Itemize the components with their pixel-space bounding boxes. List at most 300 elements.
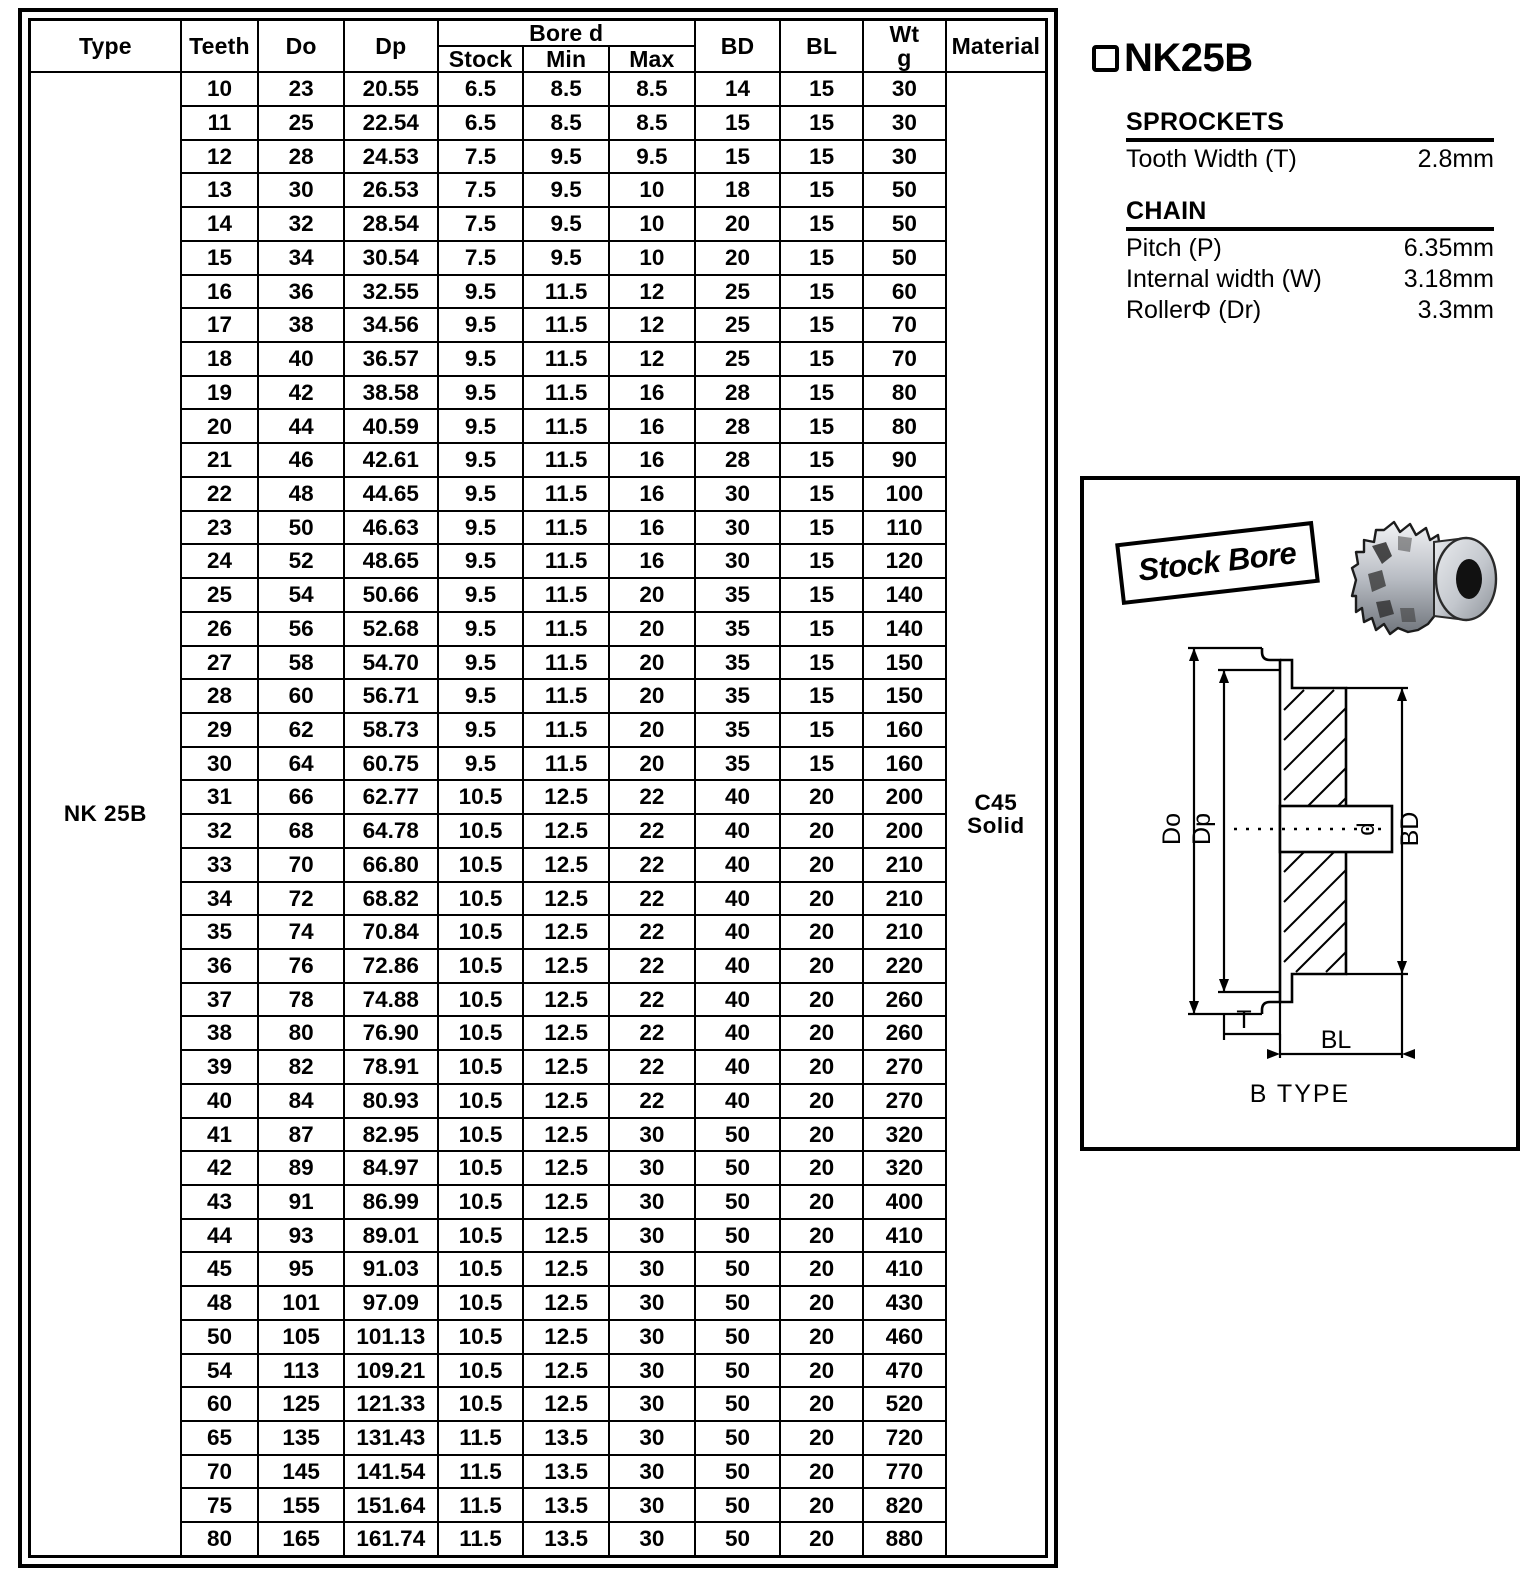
cell-do: 32 [258,207,344,241]
spec-label: Internal width (W) [1126,265,1322,293]
cell-teeth: 26 [181,612,259,646]
cell-do: 135 [258,1421,344,1455]
cell-bl: 20 [780,1421,863,1455]
table-row [30,173,1047,207]
cell-dp: 40.59 [344,409,438,443]
cell-bd: 50 [695,1455,781,1489]
cell-teeth: 80 [181,1522,259,1556]
cell-min: 12.5 [523,1320,609,1354]
cell-min: 11.5 [523,578,609,612]
cell-bd: 35 [695,578,781,612]
cell-min: 13.5 [523,1421,609,1455]
cell-dp: 151.64 [344,1488,438,1522]
cell-max: 16 [609,376,695,410]
cell-bd: 28 [695,409,781,443]
cell-stock: 9.5 [438,578,524,612]
cell-stock: 10.5 [438,1320,524,1354]
cell-do: 78 [258,983,344,1017]
cell-dp: 86.99 [344,1185,438,1219]
cell-do: 38 [258,308,344,342]
cell-bd: 50 [695,1118,781,1152]
cell-bd: 50 [695,1387,781,1421]
cell-stock: 10.5 [438,814,524,848]
cell-max: 20 [609,679,695,713]
cell-dp: 42.61 [344,443,438,477]
cell-wt-g: 90 [863,443,946,477]
cell-wt-g: 460 [863,1320,946,1354]
cell-wt-g: 260 [863,983,946,1017]
cell-bd: 50 [695,1421,781,1455]
cell-max: 22 [609,949,695,983]
cell-min: 8.5 [523,106,609,140]
cell-bd: 50 [695,1488,781,1522]
cell-wt-g: 80 [863,409,946,443]
cell-wt-g: 110 [863,511,946,545]
cell-bl: 15 [780,72,863,106]
table-row [30,1421,1047,1455]
cell-teeth: 22 [181,477,259,511]
table-row [30,1084,1047,1118]
cell-dp: 101.13 [344,1320,438,1354]
cell-stock: 10.5 [438,983,524,1017]
table-row [30,443,1047,477]
cell-stock: 9.5 [438,409,524,443]
cell-min: 11.5 [523,679,609,713]
cell-dp: 54.70 [344,646,438,680]
cell-bl: 20 [780,1219,863,1253]
cell-dp: 44.65 [344,477,438,511]
cell-bd: 40 [695,780,781,814]
cell-dp: 22.54 [344,106,438,140]
cell-min: 12.5 [523,1050,609,1084]
cell-stock: 9.5 [438,544,524,578]
cell-teeth: 12 [181,140,259,174]
cell-max: 8.5 [609,106,695,140]
cell-wt-g: 200 [863,814,946,848]
cell-teeth: 16 [181,275,259,309]
cell-do: 48 [258,477,344,511]
cell-stock: 11.5 [438,1522,524,1556]
spec-row-pitch [1126,233,1494,264]
header-type: Type [30,20,181,73]
cell-bd: 25 [695,308,781,342]
cell-dp: 38.58 [344,376,438,410]
cell-dp: 131.43 [344,1421,438,1455]
cell-dp: 78.91 [344,1050,438,1084]
cell-type: NK 25B [30,72,181,1556]
cell-wt-g: 140 [863,578,946,612]
cell-do: 80 [258,1016,344,1050]
cell-do: 91 [258,1185,344,1219]
cell-bl: 20 [780,1488,863,1522]
cell-min: 12.5 [523,1016,609,1050]
cell-wt-g: 70 [863,308,946,342]
cell-bl: 15 [780,207,863,241]
spec-label: Tooth Width (T) [1126,145,1297,173]
table-body [30,72,1047,1556]
sprockets-heading: SPROCKETS [1126,108,1494,142]
cell-teeth: 29 [181,713,259,747]
cell-dp: 58.73 [344,713,438,747]
cell-wt-g: 200 [863,780,946,814]
cell-wt-g: 210 [863,882,946,916]
cell-bd: 14 [695,72,781,106]
cell-stock: 9.5 [438,511,524,545]
cell-max: 12 [609,342,695,376]
cell-bd: 25 [695,275,781,309]
cell-min: 11.5 [523,376,609,410]
cell-bd: 50 [695,1286,781,1320]
cell-bl: 15 [780,308,863,342]
cell-max: 30 [609,1354,695,1388]
cell-bd: 40 [695,1016,781,1050]
cell-dp: 74.88 [344,983,438,1017]
cell-do: 101 [258,1286,344,1320]
cell-wt-g: 820 [863,1488,946,1522]
cell-wt-g: 50 [863,241,946,275]
cell-do: 66 [258,780,344,814]
diagram-box [1080,476,1520,1151]
table-row [30,1219,1047,1253]
cell-max: 16 [609,511,695,545]
table-row [30,646,1047,680]
label-bd: BD [1396,811,1424,847]
cell-stock: 6.5 [438,106,524,140]
cell-teeth: 32 [181,814,259,848]
cell-bd: 15 [695,106,781,140]
cell-stock: 10.5 [438,1185,524,1219]
cell-bl: 20 [780,1387,863,1421]
cell-do: 87 [258,1118,344,1152]
header-bl: BL [780,20,863,73]
cell-bd: 35 [695,679,781,713]
table-row [30,409,1047,443]
cell-min: 12.5 [523,1084,609,1118]
spec-value: 6.35mm [1403,234,1494,262]
cell-stock: 9.5 [438,477,524,511]
table-row [30,308,1047,342]
cell-wt-g: 150 [863,646,946,680]
cell-bd: 50 [695,1354,781,1388]
cell-dp: 20.55 [344,72,438,106]
cell-bl: 20 [780,1185,863,1219]
cell-teeth: 21 [181,443,259,477]
table-row [30,544,1047,578]
cell-stock: 10.5 [438,848,524,882]
cell-dp: 66.80 [344,848,438,882]
header-material: Material [946,20,1047,73]
cell-dp: 121.33 [344,1387,438,1421]
cell-max: 30 [609,1421,695,1455]
cell-dp: 97.09 [344,1286,438,1320]
cell-max: 20 [609,578,695,612]
table-row [30,72,1047,106]
cell-max: 22 [609,1050,695,1084]
cell-do: 82 [258,1050,344,1084]
cell-stock: 10.5 [438,1252,524,1286]
cell-do: 60 [258,679,344,713]
cell-stock: 10.5 [438,1354,524,1388]
cell-dp: 36.57 [344,342,438,376]
table-row [30,106,1047,140]
cell-bd: 18 [695,173,781,207]
table-row [30,882,1047,916]
table-row [30,814,1047,848]
cell-max: 12 [609,308,695,342]
cell-min: 11.5 [523,342,609,376]
cell-dp: 84.97 [344,1151,438,1185]
header-bore-stock: Stock [438,46,524,72]
cell-max: 9.5 [609,140,695,174]
cell-min: 12.5 [523,915,609,949]
table-row [30,1455,1047,1489]
cell-bd: 40 [695,983,781,1017]
cell-wt-g: 30 [863,106,946,140]
cell-max: 30 [609,1219,695,1253]
cell-bd: 40 [695,814,781,848]
cell-do: 89 [258,1151,344,1185]
cell-teeth: 24 [181,544,259,578]
table-row [30,376,1047,410]
cell-bl: 20 [780,1118,863,1152]
cell-teeth: 37 [181,983,259,1017]
label-bl: BL [1320,1026,1352,1054]
spec-table-frame [18,8,1058,1568]
cell-do: 93 [258,1219,344,1253]
table-row [30,1050,1047,1084]
cell-do: 23 [258,72,344,106]
cell-min: 12.5 [523,780,609,814]
table-row [30,275,1047,309]
cell-wt-g: 410 [863,1252,946,1286]
cell-bl: 15 [780,713,863,747]
cell-bd: 40 [695,949,781,983]
sprocket-photo [1342,508,1502,648]
cell-bl: 20 [780,1252,863,1286]
cell-do: 44 [258,409,344,443]
cell-stock: 10.5 [438,949,524,983]
specification-blocks [1126,108,1494,348]
cell-dp: 52.68 [344,612,438,646]
cell-max: 16 [609,544,695,578]
cell-min: 9.5 [523,241,609,275]
cell-bd: 50 [695,1219,781,1253]
cell-wt-g: 470 [863,1354,946,1388]
cell-min: 11.5 [523,477,609,511]
cell-max: 30 [609,1455,695,1489]
cell-stock: 10.5 [438,1387,524,1421]
cell-stock: 9.5 [438,308,524,342]
header-bore-max: Max [609,46,695,72]
cell-bd: 50 [695,1185,781,1219]
cell-max: 22 [609,915,695,949]
cell-min: 11.5 [523,511,609,545]
cell-min: 12.5 [523,882,609,916]
cell-teeth: 60 [181,1387,259,1421]
cell-wt-g: 160 [863,747,946,781]
cell-do: 28 [258,140,344,174]
cell-bd: 50 [695,1151,781,1185]
cell-teeth: 23 [181,511,259,545]
cell-min: 13.5 [523,1488,609,1522]
cell-max: 20 [609,713,695,747]
table-row [30,1016,1047,1050]
cell-bl: 15 [780,241,863,275]
table-row [30,612,1047,646]
table-row [30,1488,1047,1522]
cell-bd: 40 [695,1050,781,1084]
cell-dp: 161.74 [344,1522,438,1556]
cell-teeth: 30 [181,747,259,781]
cell-wt-g: 770 [863,1455,946,1489]
spec-row-internal-width [1126,264,1494,295]
cell-wt-g: 210 [863,915,946,949]
cell-min: 11.5 [523,308,609,342]
cell-do: 30 [258,173,344,207]
table-row [30,1118,1047,1152]
spec-value: 2.8mm [1417,145,1494,173]
cell-min: 12.5 [523,1252,609,1286]
cell-wt-g: 270 [863,1084,946,1118]
cell-min: 12.5 [523,1387,609,1421]
cell-teeth: 75 [181,1488,259,1522]
table-row [30,747,1047,781]
cell-bl: 15 [780,106,863,140]
spec-value: 3.18mm [1403,265,1494,293]
technical-cross-section [1084,630,1520,1060]
label-do: Do [1158,813,1186,845]
cell-stock: 9.5 [438,443,524,477]
cell-wt-g: 160 [863,713,946,747]
cell-max: 16 [609,477,695,511]
sprocket-hub [1434,538,1496,620]
cell-max: 10 [609,241,695,275]
cell-stock: 7.5 [438,173,524,207]
cell-wt-g: 30 [863,140,946,174]
cell-max: 8.5 [609,72,695,106]
cell-bl: 20 [780,1354,863,1388]
chain-spec-group [1126,197,1494,326]
cell-dp: 68.82 [344,882,438,916]
table-row [30,679,1047,713]
square-bullet-icon [1092,45,1119,72]
header-bd: BD [695,20,781,73]
cell-max: 22 [609,983,695,1017]
cell-min: 11.5 [523,409,609,443]
cell-dp: 32.55 [344,275,438,309]
sprockets-spec-group [1126,108,1494,175]
cell-dp: 82.95 [344,1118,438,1152]
cell-teeth: 10 [181,72,259,106]
cell-wt-g: 260 [863,1016,946,1050]
cell-stock: 10.5 [438,1286,524,1320]
cell-min: 13.5 [523,1455,609,1489]
cell-teeth: 14 [181,207,259,241]
product-title-row [1092,38,1253,78]
cell-dp: 46.63 [344,511,438,545]
table-row [30,477,1047,511]
cell-stock: 9.5 [438,612,524,646]
table-row [30,848,1047,882]
cell-bl: 15 [780,544,863,578]
cell-max: 16 [609,409,695,443]
sprocket-teeth [1352,522,1442,634]
table-row [30,207,1047,241]
table-row [30,1252,1047,1286]
cell-bl: 20 [780,814,863,848]
cell-do: 145 [258,1455,344,1489]
table-row [30,1522,1047,1556]
cell-wt-g: 410 [863,1219,946,1253]
table-row [30,1185,1047,1219]
cell-stock: 10.5 [438,1016,524,1050]
cell-teeth: 65 [181,1421,259,1455]
table-row [30,140,1047,174]
cell-bd: 40 [695,882,781,916]
cell-bl: 15 [780,578,863,612]
cell-stock: 9.5 [438,646,524,680]
cell-bl: 20 [780,1522,863,1556]
cell-do: 36 [258,275,344,309]
cell-teeth: 39 [181,1050,259,1084]
cell-teeth: 38 [181,1016,259,1050]
cell-bl: 20 [780,983,863,1017]
material-line-1: C45 [974,789,1018,815]
cell-bd: 30 [695,511,781,545]
cell-teeth: 41 [181,1118,259,1152]
cell-do: 113 [258,1354,344,1388]
cell-teeth: 17 [181,308,259,342]
cell-teeth: 42 [181,1151,259,1185]
cell-bd: 50 [695,1522,781,1556]
cell-min: 9.5 [523,173,609,207]
cell-do: 52 [258,544,344,578]
cell-dp: 24.53 [344,140,438,174]
cell-do: 125 [258,1387,344,1421]
cell-dp: 72.86 [344,949,438,983]
cell-stock: 11.5 [438,1455,524,1489]
header-do: Do [258,20,344,73]
cell-max: 12 [609,275,695,309]
cell-bl: 20 [780,1455,863,1489]
cell-teeth: 33 [181,848,259,882]
cell-dp: 70.84 [344,915,438,949]
table-row [30,241,1047,275]
cell-bd: 40 [695,1084,781,1118]
cell-do: 84 [258,1084,344,1118]
cell-max: 30 [609,1320,695,1354]
cell-max: 22 [609,848,695,882]
cell-do: 64 [258,747,344,781]
cell-wt-g: 430 [863,1286,946,1320]
cell-wt-g: 320 [863,1118,946,1152]
cell-stock: 9.5 [438,275,524,309]
cell-dp: 80.93 [344,1084,438,1118]
cell-do: 50 [258,511,344,545]
info-panel [1078,8,1526,1568]
cell-wt-g: 220 [863,949,946,983]
cell-dp: 60.75 [344,747,438,781]
cell-do: 25 [258,106,344,140]
cell-teeth: 31 [181,780,259,814]
cell-bd: 35 [695,612,781,646]
table-row [30,1286,1047,1320]
cell-teeth: 44 [181,1219,259,1253]
cell-stock: 10.5 [438,1118,524,1152]
cell-dp: 76.90 [344,1016,438,1050]
cell-min: 11.5 [523,646,609,680]
cell-bl: 15 [780,612,863,646]
